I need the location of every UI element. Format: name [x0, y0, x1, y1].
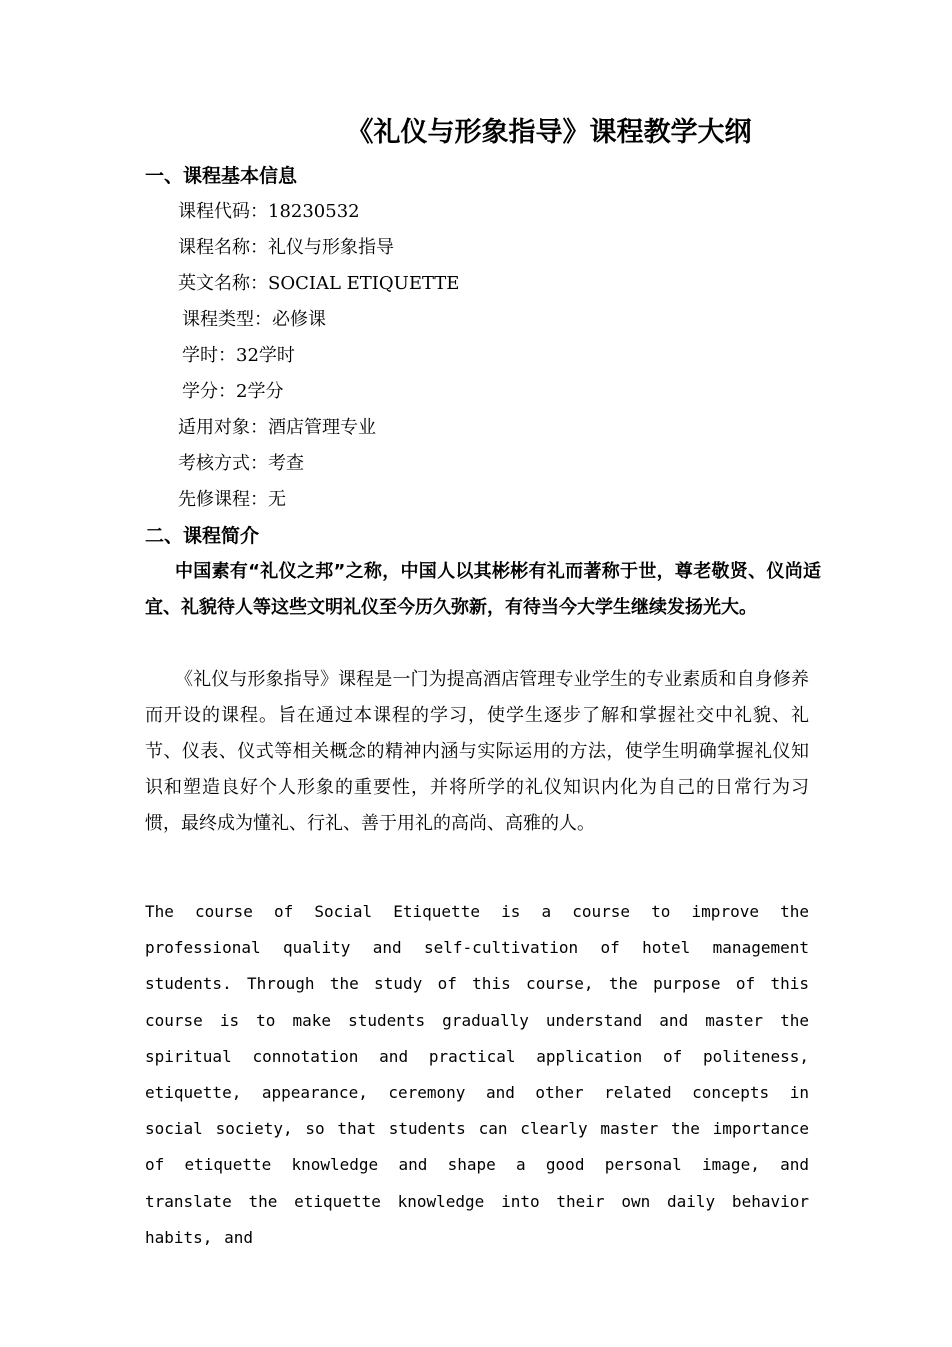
section-heading-basic-info: 一、课程基本信息 — [145, 165, 298, 187]
info-assessment: 考核方式：考查 — [178, 453, 304, 474]
info-english-name: 英文名称：SOCIAL ETIQUETTE — [178, 273, 460, 294]
info-target: 适用对象：酒店管理专业 — [178, 417, 376, 438]
intro-paragraph-en: The course of Social Etiquette is a course to improve the professional quality and self-cultivation of hotel management students. Through the study of this course, the purpose of this course is to make students gradually understand and master the spiritual connotation and practical application of politeness, etiquette, appearance, ceremony and other related concepts in social society, so that students can clearly master the importance of etiquette knowledge and shape a good personal image, and translate the etiquette knowledge into their own daily behavior habits, and — [145, 902, 809, 1247]
info-hours: 学时：32学时 — [182, 345, 295, 366]
info-credits: 学分：2学分 — [182, 381, 284, 402]
info-prerequisite: 先修课程：无 — [178, 489, 286, 510]
info-course-code: 课程代码：18230532 — [178, 201, 360, 222]
section-heading-intro: 二、课程简介 — [145, 525, 260, 547]
info-course-name: 课程名称：礼仪与形象指导 — [178, 237, 394, 258]
intro-paragraph-zh: 《礼仪与形象指导》课程是一门为提高酒店管理专业学生的专业素质和自身修养而开设的课程。旨在通过本课程的学习，使学生逐步了解和掌握社交中礼貌、礼节、仪表、仪式等相关概念的精神内涵与实际运用的方法，使学生明确掌握礼仪知识和塑造良好个人形象的重要性，并将所学的礼仪知识内化为自己的日常行为习惯，最终成为懂礼、行礼、善于用礼的高尚、高雅的人。 — [145, 669, 809, 834]
document-title: 《礼仪与形象指导》课程教学大纲 — [346, 117, 752, 148]
info-course-type: 课程类型：必修课 — [182, 309, 326, 330]
intro-paragraph-bold: 中国素有“礼仪之邦”之称，中国人以其彬彬有礼而著称于世，尊老敬贤、仪尚适宜、礼貌待人等这些文明礼仪至今历久弥新，有待当今大学生继续发扬光大。 — [145, 561, 821, 618]
